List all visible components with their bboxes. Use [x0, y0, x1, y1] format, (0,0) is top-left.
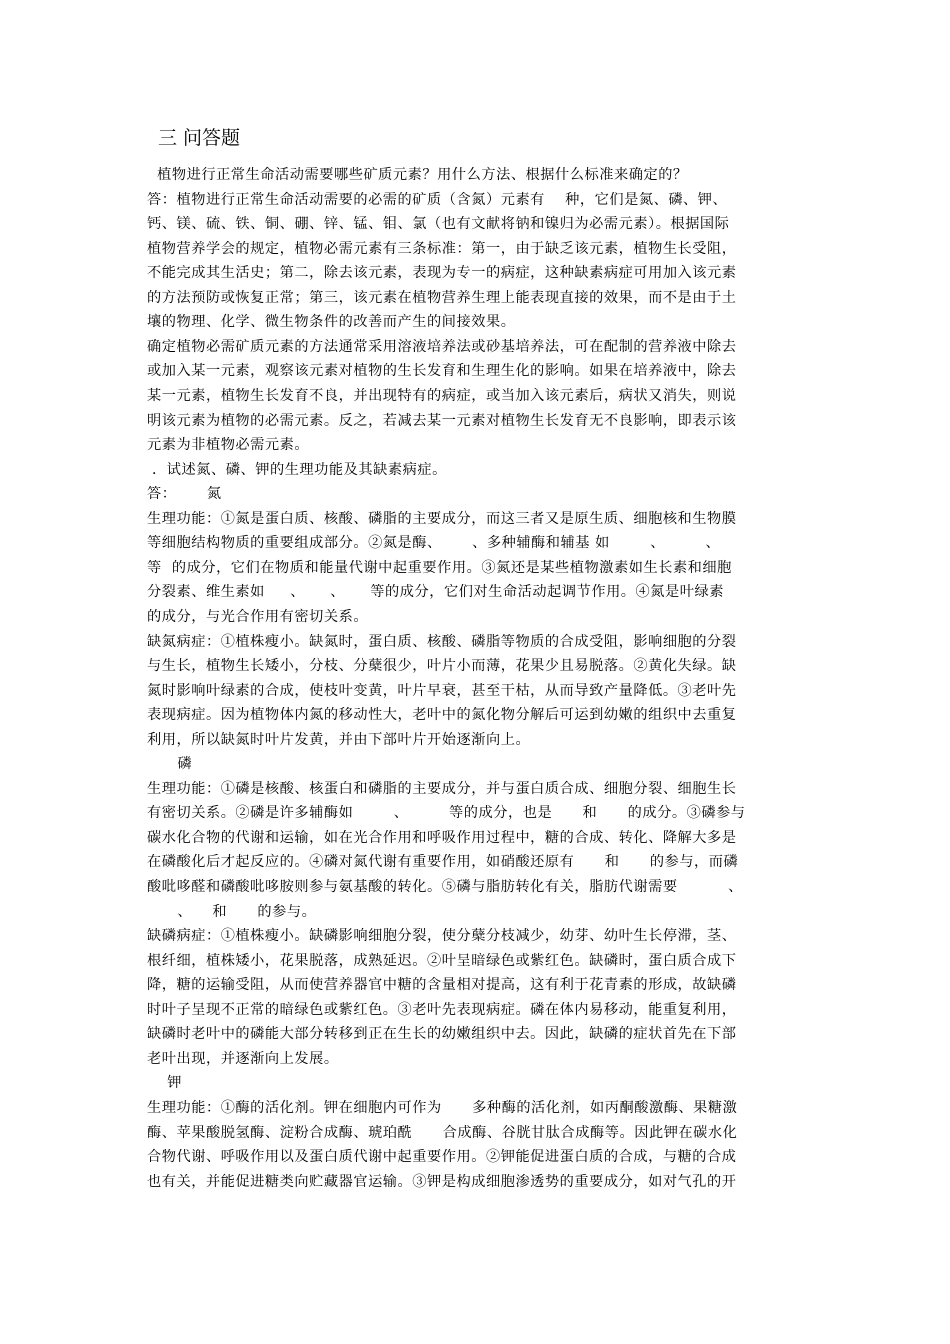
text-line: 与生长，植物生长矮小，分枝、分蘖很少，叶片小而薄，花果少且易脱落。②黄化失绿。缺: [147, 658, 737, 674]
text-line: 降，糖的运输受阻，从而使营养器官中糖的含量相对提高，这有利于花青素的形成，故缺磷: [147, 977, 737, 994]
text-line: 缺氮病症：①植株瘦小。缺氮时，蛋白质、核酸、磷脂等物质的合成受阻，影响细胞的分裂: [147, 633, 737, 650]
text-line: 、 和 的参与。: [147, 903, 317, 920]
text-line: 也有关，并能促进糖类向贮藏器官运输。③钾是构成细胞渗透势的重要成分，如对气孔的开: [147, 1173, 737, 1190]
text-line: 合物代谢、呼吸作用以及蛋白质代谢中起重要作用。②钾能促进蛋白质的合成，与糖的合成: [147, 1149, 737, 1165]
text-line: 某一元素，植物生长发育不良，并出现特有的病症，或当加入该元素后，病状又消失，则说: [147, 388, 737, 404]
text-line: 的成分，与光合作用有密切关系。: [147, 608, 369, 625]
text-line: 氮时影响叶绿素的合成，使枝叶变黄，叶片早衰，甚至干枯，从而导致产量降低。③老叶先: [147, 682, 737, 699]
text-line: 钾: [147, 1075, 182, 1092]
text-line: 表现病症。因为植物体内氮的移动性大，老叶中的氮化物分解后可运到幼嫩的组织中去重复: [147, 707, 737, 724]
section-title: 三 问答题: [158, 127, 241, 149]
text-line: 生理功能：①磷是核酸、核蛋白和磷脂的主要成分，并与蛋白质合成、细胞分裂、细胞生长: [147, 780, 737, 797]
text-line: 老叶出现，并逐渐向上发展。: [147, 1050, 339, 1067]
text-line: 钙、镁、硫、铁、铜、硼、锌、锰、钼、氯（也有文献将钠和镍归为必需元素）。根据国际: [147, 216, 730, 233]
text-line: ．试述氮、磷、钾的生理功能及其缺素病症。: [147, 461, 447, 478]
text-line: 植物营养学会的规定，植物必需元素有三条标准：第一，由于缺乏该元素，植物生长受阻，: [147, 240, 737, 257]
text-line: 元素为非植物必需元素。: [147, 437, 310, 454]
text-line: 时叶子呈现不正常的暗绿色或紫红色。③老叶先表现病症。磷在体内易移动，能重复利用，: [147, 1001, 737, 1018]
text-line: 确定植物必需矿质元素的方法通常采用溶液培养法或砂基培养法，可在配制的营养液中除去: [147, 338, 737, 355]
text-line: 等细胞结构物质的重要组成部分。②氮是酶、 、多种辅酶和辅基 如 、 、: [147, 535, 721, 552]
text-line: 答：植物进行正常生命活动需要的必需的矿质（含氮）元素有 种，它们是氮、磷、钾、: [147, 191, 728, 208]
text-line: 根纤细，植株矮小，花果脱落，成熟延迟。②叶呈暗绿色或紫红色。缺磷时，蛋白质合成下: [147, 952, 737, 969]
text-line: 植物进行正常生命活动需要哪些矿质元素？用什么方法、根据什么标准来确定的？: [147, 167, 688, 183]
text-line: 的方法预防或恢复正常；第三，该元素在植物营养生理上能表现直接的效果，而不是由于土: [147, 289, 737, 306]
text-line: 生理功能：①酶的活化剂。钾在细胞内可作为 多种酶的活化剂，如丙酮酸激酶、果糖激: [147, 1099, 738, 1116]
text-line: 有密切关系。②磷是许多辅酶如 、 等的成分，也是 和 的成分。③磷参与: [147, 805, 746, 822]
text-line: 壤的物理、化学、微生物条件的改善而产生的间接效果。: [147, 314, 516, 331]
text-line: 酶、苹果酸脱氢酶、淀粉合成酶、琥珀酰 合成酶、谷胱甘肽合成酶等。因此钾在碳水化: [147, 1124, 738, 1141]
text-line: 等 的成分，它们在物质和能量代谢中起重要作用。③氮还是某些植物激素如生长素和细胞: [147, 559, 732, 576]
text-line: 碳水化合物的代谢和运输，如在光合作用和呼吸作用过程中，糖的合成、转化、降解大多是: [147, 829, 737, 846]
text-line: 生理功能：①氮是蛋白质、核酸、磷脂的主要成分，而这三者又是原生质、细胞核和生物膜: [147, 510, 737, 527]
text-line: 不能完成其生活史；第二，除去该元素，表现为专一的病症，这种缺素病症可用加入该元素: [147, 265, 737, 282]
text-line: 答： 氮: [147, 486, 222, 503]
text-line: 酸吡哆醛和磷酸吡哆胺则参与氨基酸的转化。⑤磷与脂肪转化有关，脂肪代谢需要 、: [147, 879, 743, 895]
text-line: 缺磷时老叶中的磷能大部分转移到正在生长的幼嫩组织中去。因此，缺磷的症状首先在下部: [147, 1026, 737, 1043]
text-line: 明该元素为植物的必需元素。反之，若减去某一元素对植物生长发育无不良影响，即表示该: [147, 412, 737, 429]
text-line: 磷: [147, 756, 193, 773]
text-line: 在磷酸化后才起反应的。④磷对氮代谢有重要作用，如硝酸还原有 和 的参与，而磷: [147, 854, 739, 871]
text-line: 分裂素、维生素如 、 、 等的成分，它们对生命活动起调节作用。④氮是叶绿素: [147, 584, 724, 601]
text-line: 缺磷病症：①植株瘦小。缺磷影响细胞分裂，使分蘖分枝减少，幼芽、幼叶生长停滞，茎、: [147, 928, 737, 945]
text-line: 或加入某一元素，观察该元素对植物的生长发育和生理生化的影响。如果在培养液中，除去: [147, 363, 737, 380]
text-line: 利用，所以缺氮时叶片发黄，并由下部叶片开始逐渐向上。: [147, 731, 531, 748]
